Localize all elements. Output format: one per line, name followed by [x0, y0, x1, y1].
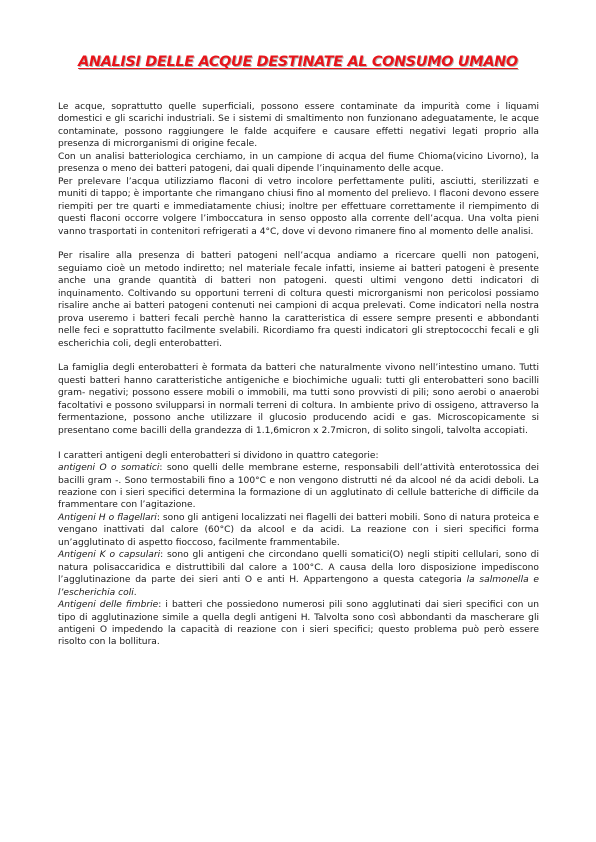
document-body: [58, 101, 539, 649]
intro-paragraph-analysis: Con un analisi batteriologica cerchiamo, in un campione di acqua del fiume Chioma(vicino Livorno), la presenza o meno dei batteri patogeni, dai quali dipende l’inquinamento delle acque.: [58, 151, 539, 175]
antigen-k-term: Antigeni K o capsulari: [58, 550, 161, 561]
antigen-fimbrie-text: : i batteri che possiedono numerosi pili sono agglutinati dai sieri specifici con un tipo di agglutinazione simile a quella degli antigeni H. Talvolta sono così abbondanti da mascherare gli antigeni O impedendo la capacità di reazione con i sieri specifici; questo problema può però essere risolto con la bollitura.: [58, 600, 539, 648]
antigen-h-text: : sono gli antigeni localizzati nei flagelli dei batteri mobili. Sono di natura proteica e vengano inattivati dal calore (60°C) da alcool e da acidi. La reazione con i sieri specifici forma un’agglutinato di aspetto fioccoso, facilmente frammentabile.: [58, 512, 539, 548]
paragraph-spacer: [58, 238, 539, 250]
antigen-fimbrie-term: Antigeni delle fimbrie: [58, 600, 159, 611]
indicators-paragraph: Per risalire alla presenza di batteri patogeni nell’acqua andiamo a ricercare quelli non patogeni, seguiamo cioè un metodo indiretto; nel materiale fecale infatti, insieme ai batteri patogeni è presente anche una grande quantità di batteri non patogeni. questi ultimi vengono detti indicatori di inquinamento. Coltivando su opportuni terreni di coltura questi microrganismi non pericolosi possiamo risalire anche ai batteri patogeni contenuti nei campioni di acqua prelevati. Come indicatori nella nostra prova useremo i batteri fecali perchè hanno la caratteristica di essere sempre presenti e abbondanti nelle feci e soprattutto facilmente svelabili. Ricordiamo fra questi indicatori gli streptococchi fecali e gli escherichia coli, degli enterobatteri.: [58, 251, 539, 349]
paragraph-spacer: [58, 350, 539, 362]
antigen-h-term: Antigeni H o flagellari: [58, 512, 157, 523]
antigen-o-text: : sono quelli delle membrane esterne, responsabili dell’attività enterotossica dei bacilli gram -. Sono termostabili fino a 100°C e non vengono distrutti né da alcool né da acidi deboli. La reazione con i sieri specifici determina la formazione di un agglutinato di cellule batteriche di difficile da frammentare con l’agitazione.: [58, 463, 539, 511]
enterobacteria-paragraph: La famiglia degli enterobatteri è formata da batteri che naturalmente vivono nell’intestino umano. Tutti questi batteri hanno caratteristiche antigeniche e biochimiche uguali: tutti gli enterobatteri sono bacilli gram- negativi; possono essere mobili o immobili, ma tutti sono provvisti di pili; sono aerobi o anaerobi facoltativi e possono svilupparsi in normali terreni di coltura. In ambiente privo di ossigeno, attraverso la fermentazione, possono anche utilizzare il glucosio producendo acidi e gas. Microscopicamente si presentano come bacilli della grandezza di 1.1,6micron x 2.7micron, di solito singoli, talvolta accopiati.: [58, 363, 539, 436]
antigen-h-paragraph: [58, 512, 539, 549]
antigen-k-end: .: [133, 587, 137, 598]
antigen-o-term: antigeni O o somatici: [58, 463, 160, 474]
intro-paragraph-sampling: Per prelevare l’acqua utilizziamo flaconi di vetro incolore perfettamente puliti, asciutti, sterilizzati e muniti di tappo; è importante che rimangano chiusi fino al momento del prelievo. I flaconi devono essere riempiti per tre quarti e immediatamente chiusi; inoltre per effettuare correttamente il riempimento di questi flaconi occorre volgere l’imboccatura in senso opposto alla corrente dell’acqua. Una volta pieni vanno trasportati in contenitori refrigerati a 4°C, dove vi devono rimanere fino al momento delle analisi.: [58, 176, 539, 237]
antigen-k-text: : sono gli antigeni che circondano quelli somatici(O) negli stipiti cellulari, sono di natura polisaccaridica e distruttibili dal calore a 100°C. A causa della loro disposizione impediscono l’agglutinazione da parte dei sieri anti O e anti H. Appartengono a questa categoria: [58, 550, 539, 586]
antigen-k-paragraph: [58, 549, 539, 599]
antigen-o-paragraph: [58, 462, 539, 512]
page-title: ANALISI DELLE ACQUE DESTINATE AL CONSUMO UMANO: [78, 54, 518, 70]
antigen-fimbrie-paragraph: [58, 599, 539, 649]
antigen-k-species: la salmonella e l’escherichia coli: [58, 575, 540, 598]
paragraph-spacer: [58, 437, 539, 449]
antigens-intro: I caratteri antigeni degli enterobatteri si dividono in quattro categorie:: [58, 450, 379, 461]
intro-paragraph-contamination: Le acque, soprattutto quelle superficiali, possono essere contaminate da impurità come i liquami domestici e gli scarichi industriali. Se i sistemi di smaltimento non funzionano adeguatamente, le acque contaminate, possono raggiungere le falde acquifere e causare effetti negativi legati proprio alla presenza di microrganismi di origine fecale.: [58, 102, 539, 150]
